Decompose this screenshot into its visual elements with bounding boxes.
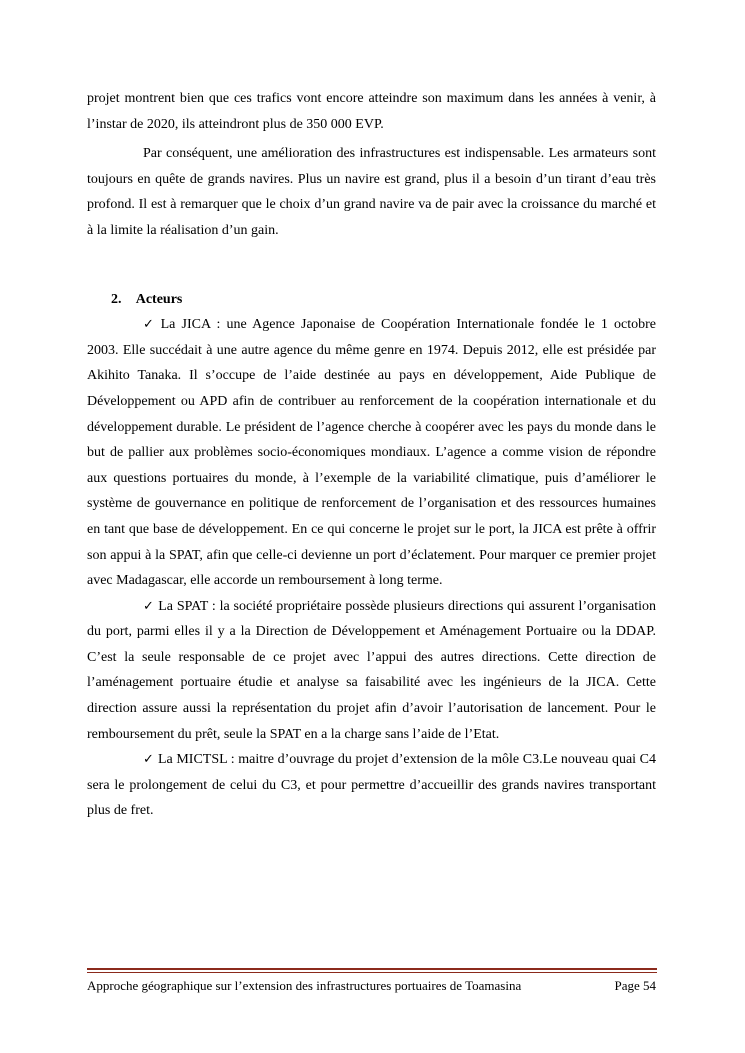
section-title: Acteurs — [135, 291, 183, 307]
checkmark-icon: ✓ — [143, 317, 157, 333]
checkmark-icon: ✓ — [143, 752, 154, 768]
document-body — [87, 86, 656, 824]
list-item-jica — [87, 312, 656, 594]
page-number: Page 54 — [614, 978, 656, 993]
section-heading — [87, 287, 656, 313]
paragraph-continued: projet montrent bien que ces trafics vont encore atteindre son maximum dans les années à venir, à l’instar de 2020, ils atteindront plus de 350 000 EVP. — [87, 91, 656, 132]
section-number: 2. — [111, 291, 122, 307]
list-item-mictsl — [87, 747, 656, 824]
list-item-spat — [87, 594, 656, 748]
page-footer — [87, 978, 656, 994]
list-item-text: La SPAT : la société propriétaire possède plusieurs directions qui assurent l’organisation du port, parmi elles il y a la Direction de Développement et Aménagement Portuaire ou la DDAP. C’est la seule responsable de ce projet avec l’appui des autres directions. Cette direction de l’aménagement portuaire étudie et analyse sa faisabilité avec les ingénieurs de la JICA. Cette direction assure aussi la représentation du projet afin d’avoir l’autorisation de lancement. Pour le remboursement du prêt, seule la SPAT en a la charge sans l’aide de l’Etat. — [87, 598, 656, 742]
list-item-text: La MICTSL : maitre d’ouvrage du projet d’extension de la môle C3.Le nouveau quai C4 sera le prolongement de celui du C3, et pour permettre d’accueillir des grands navires transportant plus de fret. — [87, 752, 656, 819]
footer-divider-thin — [87, 972, 657, 973]
footer-title: Approche géographique sur l’extension des infrastructures portuaires de Toamasina — [87, 978, 522, 993]
checkmark-icon: ✓ — [143, 598, 155, 614]
paragraph-infrastructure: Par conséquent, une amélioration des infrastructures est indispensable. Les armateurs sont toujours en quête de grands navires. Plus un navire est grand, plus il a besoin d’un tirant d’eau très profond. Il est à remarquer que le choix d’un grand navire va de pair avec la croissance du marché et à la limite la réalisation d’un gain. — [87, 146, 656, 238]
list-item-text: La JICA : une Agence Japonaise de Coopération Internationale fondée le 1 octobre 2003. Elle succédait à une autre agence du même genre en 1974. Depuis 2012, elle est présidée par Akihito Tanaka. Il s’occupe de l’aide destinée au pays en développement, Aide Publique de Développement ou APD afin de contribuer au renforcement de la coopération internationale et du développement durable. Le président de l’agence cherche à coopérer avec les pays du monde dans le but de pallier aux problèmes socio-économiques mondiaux. L’agence a comme vision de répondre aux questions portuaires du monde, à l’exemple de la variabilité climatique, puis d’améliorer le système de gouvernance en politique de renforcement de l’organisation et des ressources humaines en tant que base de développement. En ce qui concerne le projet sur le port, la JICA est prête à offrir son appui à la SPAT, afin que celle-ci devienne un port d’éclatement. Pour marquer ce premier projet avec Madagascar, elle accorde un remboursement à long terme. — [87, 317, 656, 589]
footer-divider-thick — [87, 968, 657, 970]
